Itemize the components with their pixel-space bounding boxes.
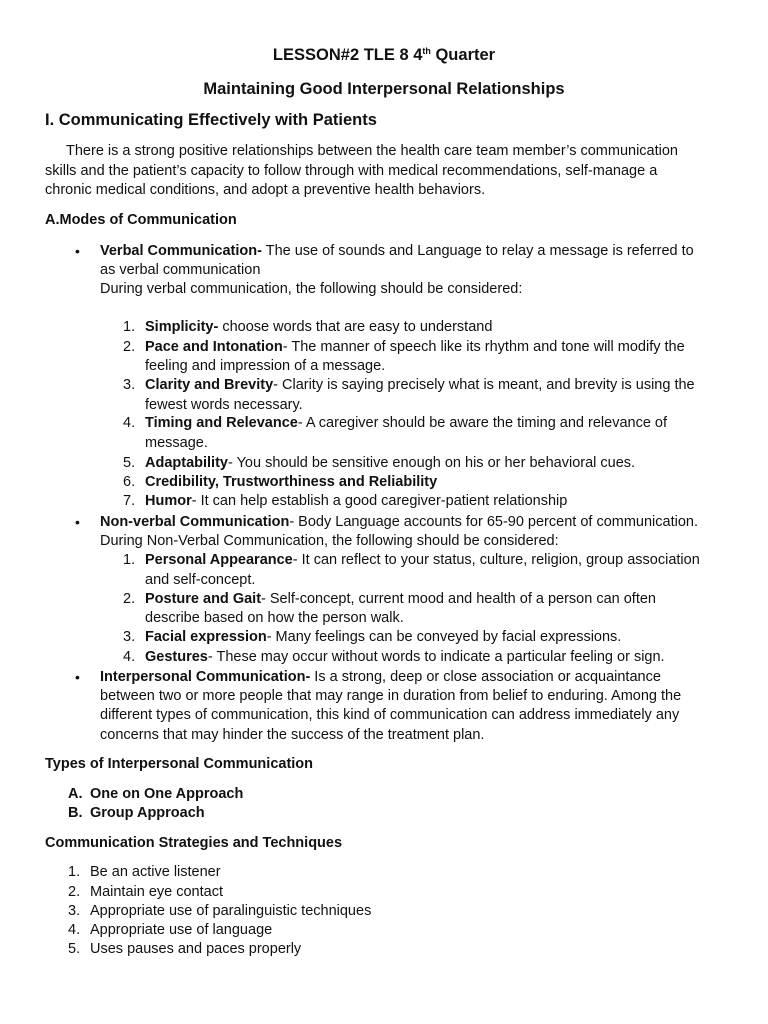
- nonverbal-item-appearance: Personal Appearance- It can reflect to your status, culture, religion, group association: [145, 552, 700, 568]
- strategy-number: 3.: [68, 903, 81, 919]
- verbal-item-number: 2.: [123, 339, 136, 355]
- nonverbal-item-appearance-cont: and self-concept.: [145, 572, 256, 588]
- verbal-item-humor: Humor- It can help establish a good caregiver-patient relationship: [145, 493, 568, 509]
- nonverbal-item-number: 1.: [123, 552, 136, 568]
- nonverbal-item-gestures: Gestures- These may occur without words to indicate a particular feeling or sign.: [145, 649, 665, 665]
- verbal-item-credibility: Credibility, Trustworthiness and Reliability: [145, 474, 438, 490]
- verbal-item-clarity: Clarity and Brevity- Clarity is saying precisely what is meant, and brevity is using the: [145, 377, 695, 393]
- verbal-item-number: 5.: [123, 455, 136, 471]
- verbal-item-number: 7.: [123, 493, 136, 509]
- nonverbal-item-number: 4.: [123, 649, 136, 665]
- strategy-item: Uses pauses and paces properly: [90, 941, 302, 957]
- strategies-heading: Communication Strategies and Techniques: [45, 835, 343, 851]
- lesson-title-superscript: th: [422, 46, 431, 56]
- nonverbal-item-facial: Facial expression- Many feelings can be conveyed by facial expressions.: [145, 629, 622, 645]
- nonverbal-item-posture-cont: describe based on how the person walk.: [145, 610, 404, 626]
- lesson-title: [0, 46, 768, 65]
- bullet-nonverbal: •: [75, 514, 80, 530]
- interpersonal-line-1: Interpersonal Communication- Is a strong, deep or close association or acquaintance: [100, 669, 661, 685]
- types-item-group: Group Approach: [90, 805, 205, 821]
- strategy-item: Appropriate use of language: [90, 922, 273, 938]
- lesson-subtitle: Maintaining Good Interpersonal Relationships: [203, 80, 565, 98]
- interpersonal-term: Interpersonal Communication-: [100, 669, 311, 685]
- interpersonal-line-2: between two or more people that may range in duration from belief to enduring. Among the: [100, 688, 682, 704]
- bullet-verbal: •: [75, 243, 80, 259]
- verbal-item-pace: Pace and Intonation- The manner of speech like its rhythm and tone will modify the: [145, 339, 685, 355]
- strategy-item: Maintain eye contact: [90, 884, 223, 900]
- nonverbal-line-2: During Non-Verbal Communication, the following should be considered:: [100, 533, 559, 549]
- verbal-item-number: 6.: [123, 474, 136, 490]
- nonverbal-item-posture: Posture and Gait- Self-concept, current mood and health of a person can often: [145, 591, 656, 607]
- types-item-letter: B.: [68, 805, 83, 821]
- types-heading: Types of Interpersonal Communication: [45, 756, 314, 772]
- verbal-term: Verbal Communication-: [100, 243, 262, 259]
- verbal-line-3: During verbal communication, the following should be considered:: [100, 281, 523, 297]
- interpersonal-line-4: concerns that may hinder the success of the treatment plan.: [100, 727, 485, 743]
- strategy-number: 2.: [68, 884, 81, 900]
- modes-heading: A.Modes of Communication: [45, 212, 237, 228]
- nonverbal-term: Non-verbal Communication: [100, 514, 290, 530]
- verbal-item-timing: Timing and Relevance- A caregiver should be aware the timing and relevance of: [145, 415, 668, 431]
- nonverbal-item-number: 2.: [123, 591, 136, 607]
- verbal-item-adaptability: Adaptability- You should be sensitive enough on his or her behavioral cues.: [145, 455, 636, 471]
- verbal-item-clarity-cont: fewest words necessary.: [145, 397, 303, 413]
- types-item-letter: A.: [68, 786, 83, 802]
- verbal-item-number: 4.: [123, 415, 136, 431]
- intro-line-2: skills and the patient’s capacity to follow through with medical recommendations, self-manage a: [45, 162, 658, 179]
- lesson-title-prefix: LESSON#2 TLE 8 4: [272, 46, 423, 64]
- intro-line-3: chronic medical conditions, and adopt a preventive health behaviors.: [45, 182, 486, 198]
- verbal-item-timing-cont: message.: [145, 435, 208, 451]
- strategy-item: Appropriate use of paralinguistic techniques: [90, 903, 372, 919]
- intro-line-1: There is a strong positive relationships between the health care team member’s communication: [66, 143, 678, 159]
- types-item-one-on-one: One on One Approach: [90, 786, 244, 802]
- strategy-number: 1.: [68, 864, 81, 880]
- interpersonal-line-3: different types of communication, this kind of communication can address immediately any: [100, 707, 680, 723]
- verbal-line-1: Verbal Communication- The use of sounds and Language to relay a message is referred to: [100, 243, 694, 259]
- verbal-item-number: 3.: [123, 377, 136, 393]
- strategy-number: 5.: [68, 941, 81, 957]
- verbal-item-simplicity: Simplicity- choose words that are easy to understand: [145, 319, 493, 335]
- nonverbal-item-number: 3.: [123, 629, 136, 645]
- lesson-title-suffix: Quarter: [430, 46, 496, 64]
- verbal-line-2: as verbal communication: [100, 262, 261, 278]
- verbal-item-number: 1.: [123, 319, 136, 335]
- bullet-interpersonal: •: [75, 669, 80, 685]
- strategy-number: 4.: [68, 922, 81, 938]
- verbal-item-pace-cont: feeling and impression of a message.: [145, 358, 386, 374]
- strategy-item: Be an active listener: [90, 864, 221, 880]
- nonverbal-line-1: Non-verbal Communication- Body Language accounts for 65-90 percent of communication.: [100, 514, 698, 530]
- section-heading: I. Communicating Effectively with Patients: [45, 111, 377, 129]
- intro-paragraph: [45, 142, 735, 201]
